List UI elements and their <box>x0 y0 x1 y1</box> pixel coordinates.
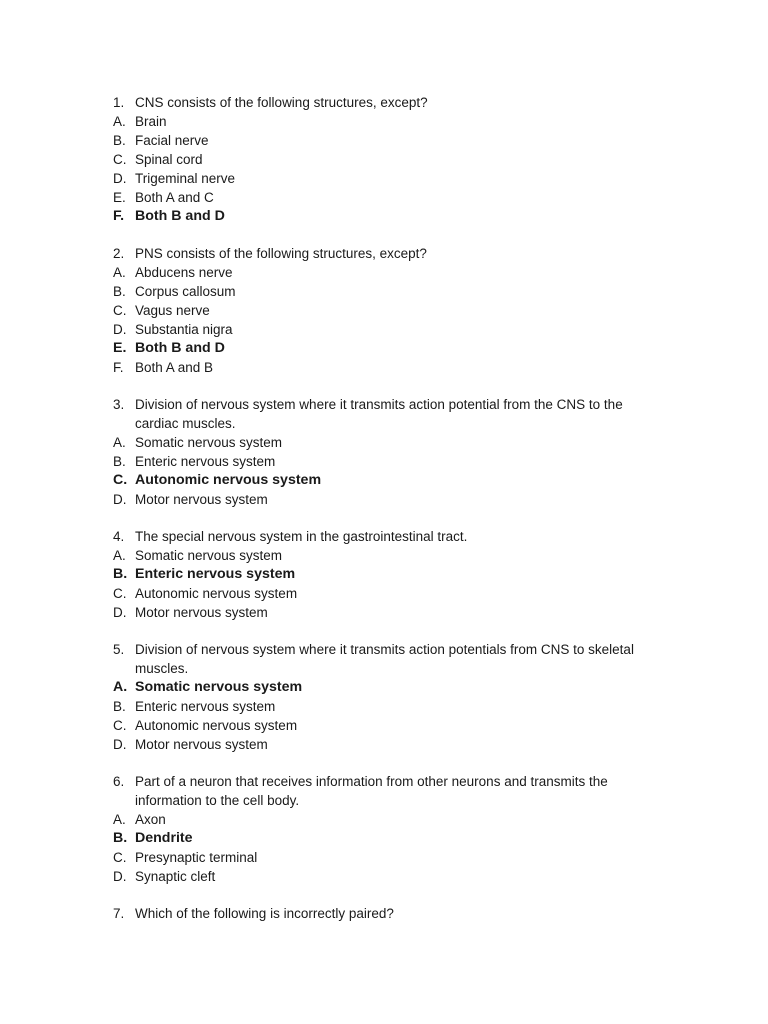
option-letter: A. <box>113 812 126 827</box>
question-number: 7. <box>113 906 125 921</box>
option-letter: E. <box>113 340 127 356</box>
option-text: Vagus nerve <box>135 303 210 318</box>
answer-option <box>113 188 653 207</box>
question-text: CNS consists of the following structures, except? <box>135 95 428 110</box>
option-letter: D. <box>113 492 127 507</box>
option-letter: B. <box>113 566 128 582</box>
option-letter: A. <box>113 548 126 563</box>
answer-option <box>113 546 653 565</box>
option-text: Motor nervous system <box>135 605 268 620</box>
answer-option-correct <box>113 829 653 848</box>
option-text: Dendrite <box>135 830 193 846</box>
option-letter: C. <box>113 152 127 167</box>
option-text: Somatic nervous system <box>135 435 283 450</box>
option-letter: D. <box>113 171 127 186</box>
option-letter: C. <box>113 586 127 601</box>
option-letter: E. <box>113 190 126 205</box>
option-text: Axon <box>135 812 166 827</box>
answer-option <box>113 263 653 282</box>
option-text: Somatic nervous system <box>135 548 283 563</box>
question-number: 2. <box>113 246 125 261</box>
question-text: Which of the following is incorrectly paired? <box>135 906 394 921</box>
question-text: Division of nervous system where it transmits action potentials from CNS to skeletal muscles. <box>135 642 634 676</box>
question-text: Part of a neuron that receives information from other neurons and transmits the information to the cell body. <box>135 774 608 808</box>
option-text: Both A and C <box>135 190 214 205</box>
option-text: Enteric nervous system <box>135 699 276 714</box>
question-stem <box>113 904 653 923</box>
question-stem <box>113 527 653 546</box>
option-text: Spinal cord <box>135 152 203 167</box>
question-7 <box>113 904 653 923</box>
option-text: Both A and B <box>135 360 214 375</box>
option-text: Trigeminal nerve <box>135 171 236 186</box>
option-letter: A. <box>113 114 126 129</box>
answer-option-correct <box>113 678 653 697</box>
option-text: Autonomic nervous system <box>135 586 298 601</box>
question-number: 1. <box>113 95 125 110</box>
question-2 <box>113 244 653 377</box>
answer-option <box>113 282 653 301</box>
answer-option <box>113 320 653 339</box>
question-number: 4. <box>113 529 125 544</box>
answer-option <box>113 735 653 754</box>
question-stem <box>113 395 653 433</box>
question-stem <box>113 772 653 810</box>
option-text: Presynaptic terminal <box>135 850 258 865</box>
answer-option-correct <box>113 565 653 584</box>
question-number: 5. <box>113 642 125 657</box>
option-text: Both B and D <box>135 208 225 224</box>
option-letter: C. <box>113 718 127 733</box>
question-4 <box>113 527 653 622</box>
option-text: Brain <box>135 114 167 129</box>
answer-option-correct <box>113 471 653 490</box>
question-number: 6. <box>113 774 125 789</box>
question-6 <box>113 772 653 886</box>
option-letter: B. <box>113 830 128 846</box>
option-letter: D. <box>113 605 127 620</box>
answer-option-correct <box>113 207 653 226</box>
answer-option <box>113 603 653 622</box>
question-text: The special nervous system in the gastrointestinal tract. <box>135 529 468 544</box>
option-letter: C. <box>113 850 127 865</box>
answer-option <box>113 150 653 169</box>
answer-option <box>113 112 653 131</box>
option-text: Abducens nerve <box>135 265 233 280</box>
option-text: Enteric nervous system <box>135 566 296 582</box>
option-text: Corpus callosum <box>135 284 236 299</box>
question-5 <box>113 640 653 754</box>
option-letter: A. <box>113 679 128 695</box>
option-letter: B. <box>113 699 126 714</box>
option-text: Autonomic nervous system <box>135 718 298 733</box>
option-letter: B. <box>113 454 126 469</box>
answer-option-correct <box>113 339 653 358</box>
option-text: Somatic nervous system <box>135 679 303 695</box>
answer-option <box>113 131 653 150</box>
question-text: Division of nervous system where it transmits action potential from the CNS to the cardiac muscles. <box>135 397 623 431</box>
answer-option <box>113 358 653 377</box>
option-text: Enteric nervous system <box>135 454 276 469</box>
option-letter: F. <box>113 360 124 375</box>
option-text: Autonomic nervous system <box>135 472 322 488</box>
option-text: Substantia nigra <box>135 322 233 337</box>
answer-option <box>113 697 653 716</box>
option-letter: D. <box>113 737 127 752</box>
question-1 <box>113 93 653 226</box>
option-letter: D. <box>113 322 127 337</box>
option-letter: B. <box>113 284 126 299</box>
question-stem <box>113 640 653 678</box>
question-list <box>113 93 653 941</box>
question-3 <box>113 395 653 509</box>
answer-option <box>113 848 653 867</box>
question-number: 3. <box>113 397 125 412</box>
answer-option <box>113 490 653 509</box>
option-text: Both B and D <box>135 340 225 356</box>
answer-option <box>113 301 653 320</box>
question-text: PNS consists of the following structures, except? <box>135 246 427 261</box>
option-letter: D. <box>113 869 127 884</box>
option-letter: C. <box>113 472 128 488</box>
question-stem <box>113 93 653 112</box>
option-letter: C. <box>113 303 127 318</box>
answer-option <box>113 584 653 603</box>
option-letter: B. <box>113 133 126 148</box>
answer-option <box>113 716 653 735</box>
option-text: Facial nerve <box>135 133 209 148</box>
option-text: Synaptic cleft <box>135 869 216 884</box>
answer-option <box>113 867 653 886</box>
option-letter: A. <box>113 435 126 450</box>
option-letter: F. <box>113 208 125 224</box>
answer-option <box>113 433 653 452</box>
option-text: Motor nervous system <box>135 737 268 752</box>
answer-option <box>113 452 653 471</box>
option-letter: A. <box>113 265 126 280</box>
option-text: Motor nervous system <box>135 492 268 507</box>
question-stem <box>113 244 653 263</box>
answer-option <box>113 810 653 829</box>
answer-option <box>113 169 653 188</box>
